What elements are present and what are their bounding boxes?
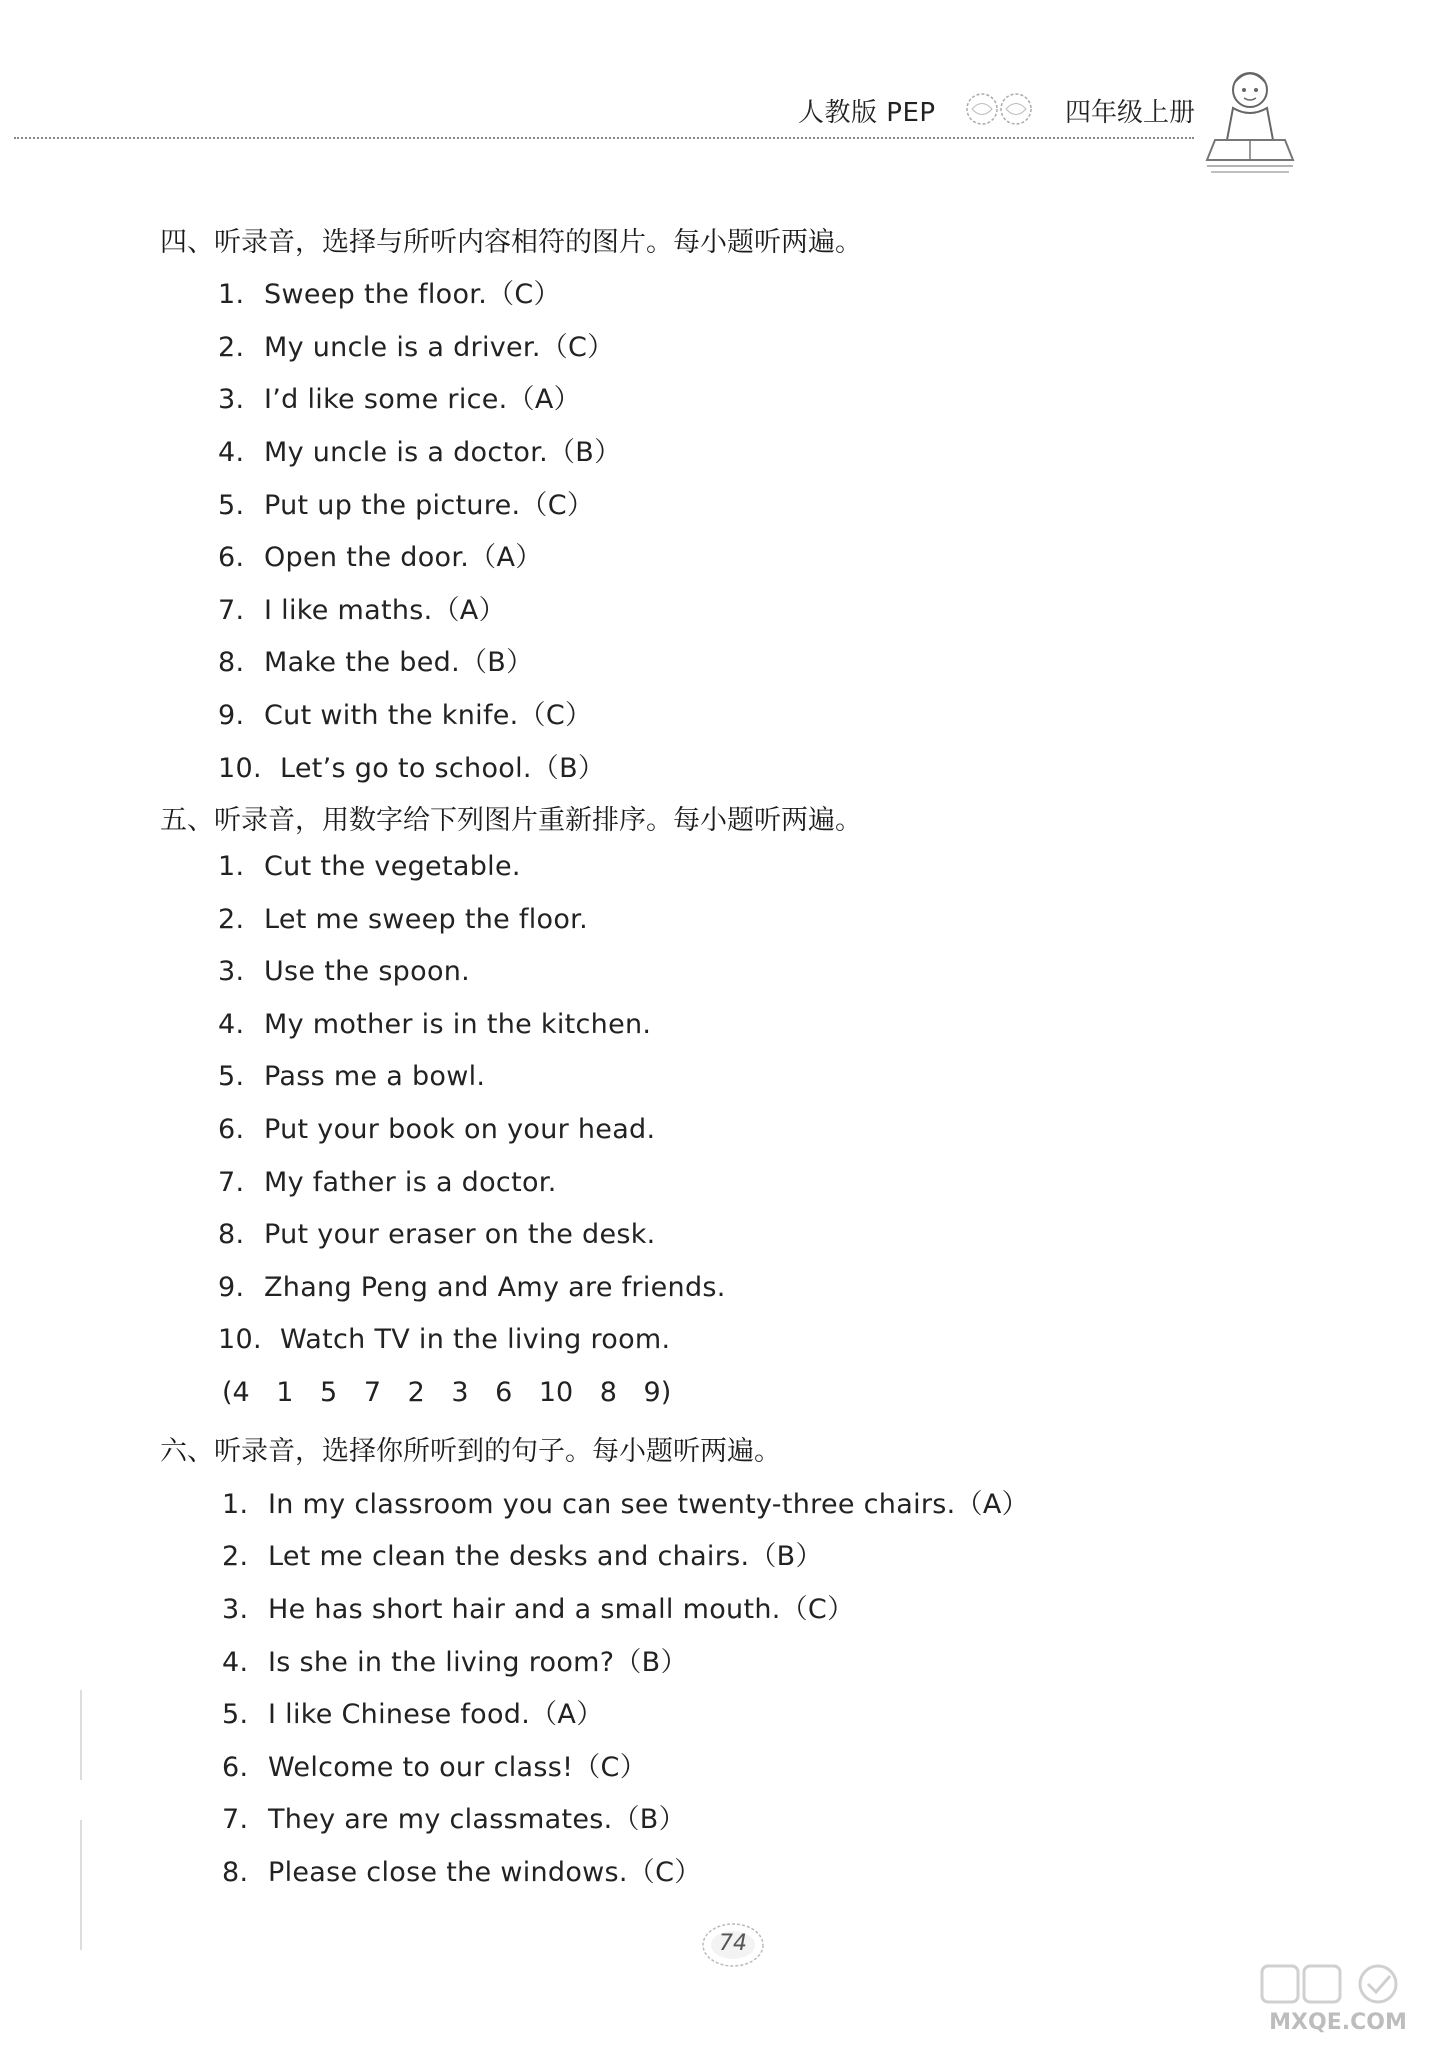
item-text: Pass me a bowl. (264, 1061, 486, 1092)
grade-label: 四年级上册 (1065, 98, 1196, 128)
item-number: 6. (218, 1114, 245, 1145)
section-title-6: 六、听录音，选择你所听到的句子。每小题听两遍。 (160, 1436, 781, 1467)
page-number-badge (700, 1920, 766, 1970)
site-watermark (1258, 1960, 1418, 2046)
item-text: Welcome to our class!（C） (268, 1752, 647, 1783)
item-number: 7. (222, 1804, 249, 1835)
item-text: Zhang Peng and Amy are friends. (264, 1272, 726, 1303)
list-item (222, 1482, 1029, 1521)
list-item (222, 1587, 854, 1626)
list-item (218, 640, 533, 679)
list-item (218, 325, 615, 364)
page-header (0, 0, 1434, 200)
list-item (218, 1009, 651, 1040)
item-number: 8. (222, 1857, 249, 1888)
list-item (218, 746, 605, 785)
list-item (218, 430, 621, 469)
item-number: 7. (218, 595, 245, 626)
item-text: Put your book on your head. (264, 1114, 656, 1145)
list-item (218, 1324, 670, 1355)
list-item (218, 483, 594, 522)
list-item (222, 1640, 688, 1679)
item-number: 10. (218, 1324, 262, 1355)
scan-margin-line (80, 1690, 82, 1780)
item-number: 10. (218, 753, 262, 784)
item-text: My mother is in the kitchen. (264, 1009, 652, 1040)
item-text: Open the door.（A） (264, 542, 543, 573)
item-text: I like Chinese food.（A） (268, 1699, 604, 1730)
list-item (218, 535, 543, 574)
item-number: 1. (218, 851, 245, 882)
item-text: My uncle is a doctor.（B） (264, 437, 622, 468)
item-text: Watch TV in the living room. (280, 1324, 671, 1355)
item-text: Let’s go to school.（B） (280, 753, 606, 784)
list-item (218, 1167, 557, 1198)
item-number: 3. (218, 956, 245, 987)
list-item (218, 377, 581, 416)
list-item (218, 693, 592, 732)
list-item (218, 1061, 485, 1092)
list-item (218, 1272, 726, 1303)
scan-margin-line (80, 1820, 82, 1950)
item-text: Put up the picture.（C） (264, 490, 595, 521)
item-number: 4. (218, 437, 245, 468)
item-text: Let me clean the desks and chairs.（B） (268, 1541, 823, 1572)
list-item (218, 1219, 656, 1250)
item-number: 2. (222, 1541, 249, 1572)
item-number: 4. (218, 1009, 245, 1040)
item-number: 1. (218, 279, 245, 310)
list-item (222, 1797, 686, 1836)
edition-label: 人教版 PEP (798, 98, 936, 128)
item-number: 9. (218, 1272, 245, 1303)
item-number: 5. (218, 490, 245, 521)
item-number: 5. (218, 1061, 245, 1092)
item-number: 8. (218, 647, 245, 678)
item-text: He has short hair and a small mouth.（C） (268, 1594, 855, 1625)
item-number: 2. (218, 332, 245, 363)
item-text: My uncle is a driver.（C） (264, 332, 615, 363)
item-number: 6. (218, 542, 245, 573)
item-number: 1. (222, 1489, 249, 1520)
item-number: 8. (218, 1219, 245, 1250)
item-text: Cut the vegetable. (264, 851, 521, 882)
list-item (218, 956, 470, 987)
item-text: Please close the windows.（C） (268, 1857, 702, 1888)
item-number: 9. (218, 700, 245, 731)
item-text: Put your eraser on the desk. (264, 1219, 656, 1250)
section-title-5: 五、听录音，用数字给下列图片重新排序。每小题听两遍。 (160, 805, 862, 836)
section-title-4: 四、听录音，选择与所听内容相符的图片。每小题听两遍。 (160, 227, 862, 258)
item-text: Cut with the knife.（C） (264, 700, 593, 731)
reading-child-mascot-icon (1195, 60, 1305, 180)
item-text: Sweep the floor.（C） (264, 279, 561, 310)
item-text: Make the bed.（B） (264, 647, 534, 678)
watermark-logo-icon (1258, 1960, 1418, 2010)
list-item (222, 1745, 647, 1784)
item-number: 3. (218, 384, 245, 415)
list-item (218, 851, 521, 882)
header-divider (14, 137, 1194, 139)
watermark-text: MXQE.COM (1269, 2010, 1407, 2035)
item-text: They are my classmates.（B） (268, 1804, 686, 1835)
item-number: 7. (218, 1167, 245, 1198)
decorative-ornament-icon (960, 90, 1040, 128)
item-text: In my classroom you can see twenty-three chairs.（A） (268, 1489, 1029, 1520)
item-number: 3. (222, 1594, 249, 1625)
item-number: 5. (222, 1699, 249, 1730)
page-number: 74 (719, 1931, 747, 1956)
list-item (222, 1850, 702, 1889)
list-item (222, 1534, 823, 1573)
item-text: Is she in the living room?（B） (268, 1647, 688, 1678)
item-number: 6. (222, 1752, 249, 1783)
item-text: Let me sweep the floor. (264, 904, 588, 935)
list-item (218, 1114, 655, 1145)
list-item (222, 1692, 604, 1731)
list-item (218, 588, 506, 627)
item-text: My father is a doctor. (264, 1167, 557, 1198)
item-number: 2. (218, 904, 245, 935)
item-number: 4. (222, 1647, 249, 1678)
list-item (218, 272, 561, 311)
item-text: Use the spoon. (264, 956, 471, 987)
item-text: I like maths.（A） (264, 595, 506, 626)
list-item (218, 904, 588, 935)
item-text: I’d like some rice.（A） (264, 384, 581, 415)
order-sequence: (4 1 5 7 2 3 6 10 8 9) (222, 1377, 672, 1408)
